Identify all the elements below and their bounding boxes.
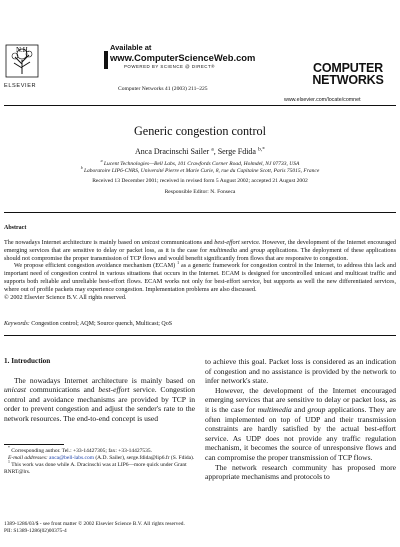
- abstract-paragraph-1: The nowadays Internet architecture is mainly based on unicast communications and best-effort service. However, the development of the Internet encouraged emerging services that are sensitive to delay or packet loss, as it is the case for multimedia and group applications. The deployment of these applications should not compromise the proper transmission of TCP flows and would benefit significantly from flows that are responsive to congestion.: [4, 239, 397, 262]
- left-column: [4, 357, 195, 424]
- journal-citation: Computer Networks 41 (2003) 211–225: [118, 86, 208, 92]
- footnotes: [4, 444, 195, 476]
- brand-line-2: NETWORKS: [312, 72, 384, 87]
- author-2-mark: b,*: [257, 146, 265, 153]
- copyright-line: © 2002 Elsevier Science B.V. All rights reserved.: [4, 293, 127, 301]
- author-1-mark: a: [211, 146, 214, 153]
- responsible-editor: Responsible Editor: N. Fonseca: [164, 189, 236, 195]
- site-url-link[interactable]: www.ComputerScienceWeb.com: [110, 52, 256, 63]
- footnote-rule: [4, 444, 64, 445]
- abstract-heading: Abstract: [4, 225, 27, 231]
- brand-line-1: COMPUTER: [313, 61, 383, 75]
- abstract-bottom-rule: [4, 335, 396, 336]
- logo-letters: N.H.: [16, 46, 30, 54]
- affiliation-b-text: Laboratoire LIP6-CNRS, Université Pierre et Marie Curie, 8, rue du Capitaine Scott, Paris 75015, France: [83, 168, 320, 174]
- intro-paragraph-1-cont: to achieve this goal. Packet loss is considered as an indication of congestion and no assistance is provided by the network to infer network's state.: [205, 357, 396, 386]
- footer-issn-line: 1389-1286/03/$ - see front matter © 2002 Elsevier Science B.V. All rights reserved.: [4, 521, 185, 527]
- abstract-paragraph-2: We propose efficient congestion avoidance mechanism (ECAM) $^1$ as a generic framework for congestion control in the Internet, to address this lack and important need of congestion control in various situations that occurs in the Internet. ECAM is designed for uncontrolled unicast and multicast traffic and supports both reliable and unreliable best-effort flows. ECAM works not only for best-effort service, but supports as well the new differentiated services, where out of profile packets may experience congestion. Implementation problems are also discussed.: [4, 260, 396, 293]
- author-separator: ,: [213, 147, 218, 156]
- author-1: Anca Dracinschi Sailer: [135, 147, 210, 156]
- intro-paragraph-3: The network research community has proposed more appropriate mechanisms and protocols to: [205, 462, 396, 482]
- intro-paragraph-2: However, the development of the Internet encouraged emerging services that are sensitive to delay or packet loss, as it is the case for multimedia and group applications. They are often implemented on top of UDP and their transmission constraints are hardly satisfied by the actual best-effort service. As UDP does not provide any traffic regulation mechanism, it becomes the source of unresponsive flows and can compromise the proper transmission of TCP flows.: [205, 385, 396, 462]
- page-footer: [4, 521, 185, 535]
- journal-url-link[interactable]: www.elsevier.com/locate/comnet: [284, 97, 361, 103]
- author-list: [0, 147, 400, 156]
- received-dates: Received 13 December 2001; received in revised form 5 August 2002; accepted 21 August 2002: [92, 178, 308, 184]
- abstract-body: [4, 239, 396, 301]
- abstract-top-rule: [4, 212, 396, 213]
- affiliation-a: [0, 161, 400, 167]
- footnote-corresponding: * Corresponding author. Tel.: +33-14427305; fax: +33-14427535.: [8, 446, 153, 454]
- keywords-list: Congestion control; AQM; Source quench, Multicast; QoS: [29, 321, 173, 327]
- section-heading-introduction: 1. Introduction: [4, 357, 51, 365]
- affiliation-b: [0, 168, 400, 174]
- publisher-name: ELSEVIER: [4, 83, 37, 89]
- right-column: [205, 357, 396, 482]
- available-at-label: Available at: [110, 43, 152, 52]
- affiliation-b-mark: b: [80, 166, 83, 171]
- header-rule: [4, 105, 396, 106]
- journal-brand-title: [301, 63, 395, 86]
- footer-pii-line: PII: S1389-1286(02)00375-4: [4, 528, 67, 534]
- powered-by-label: POWERED BY SCIENCE @ DIRECT®: [124, 64, 215, 69]
- footnote-work-note: $^1$ This work was done while A. Dracinschi was at LIP6—more quick under Grant RNRT@lrs.: [4, 460, 187, 475]
- affiliation-a-text: Lucent Technologies—Bell Labs, 101 Crawfords Corner Road, Holmdel, NJ 07733, USA: [103, 161, 300, 167]
- paper-title: Generic congestion control: [134, 124, 266, 138]
- footnote-ref-1[interactable]: 1: [177, 260, 180, 266]
- keywords: [4, 321, 172, 327]
- intro-paragraph-1: The nowadays Internet architecture is mainly based on unicast communications and best-effort service. Congestion control and avoidance mechanisms are provided by TCP in order to prevent congestion and adjust the sender's rate to the network resources. The end-to-end concept is used: [4, 375, 195, 423]
- footnote-emails: E-mail addresses: anca@bell-labs.com (A.D. Sailer), serge.fdida@lip6.fr (S. Fdida).: [8, 455, 195, 461]
- elsevier-tree-logo: [5, 44, 39, 78]
- journal-cover-icon: [104, 51, 108, 69]
- keywords-label: Keywords:: [4, 321, 30, 327]
- affiliation-a-mark: a: [100, 159, 103, 164]
- email-link[interactable]: anca@bell-labs.com: [47, 455, 94, 461]
- author-2: Serge Fdida: [217, 147, 256, 156]
